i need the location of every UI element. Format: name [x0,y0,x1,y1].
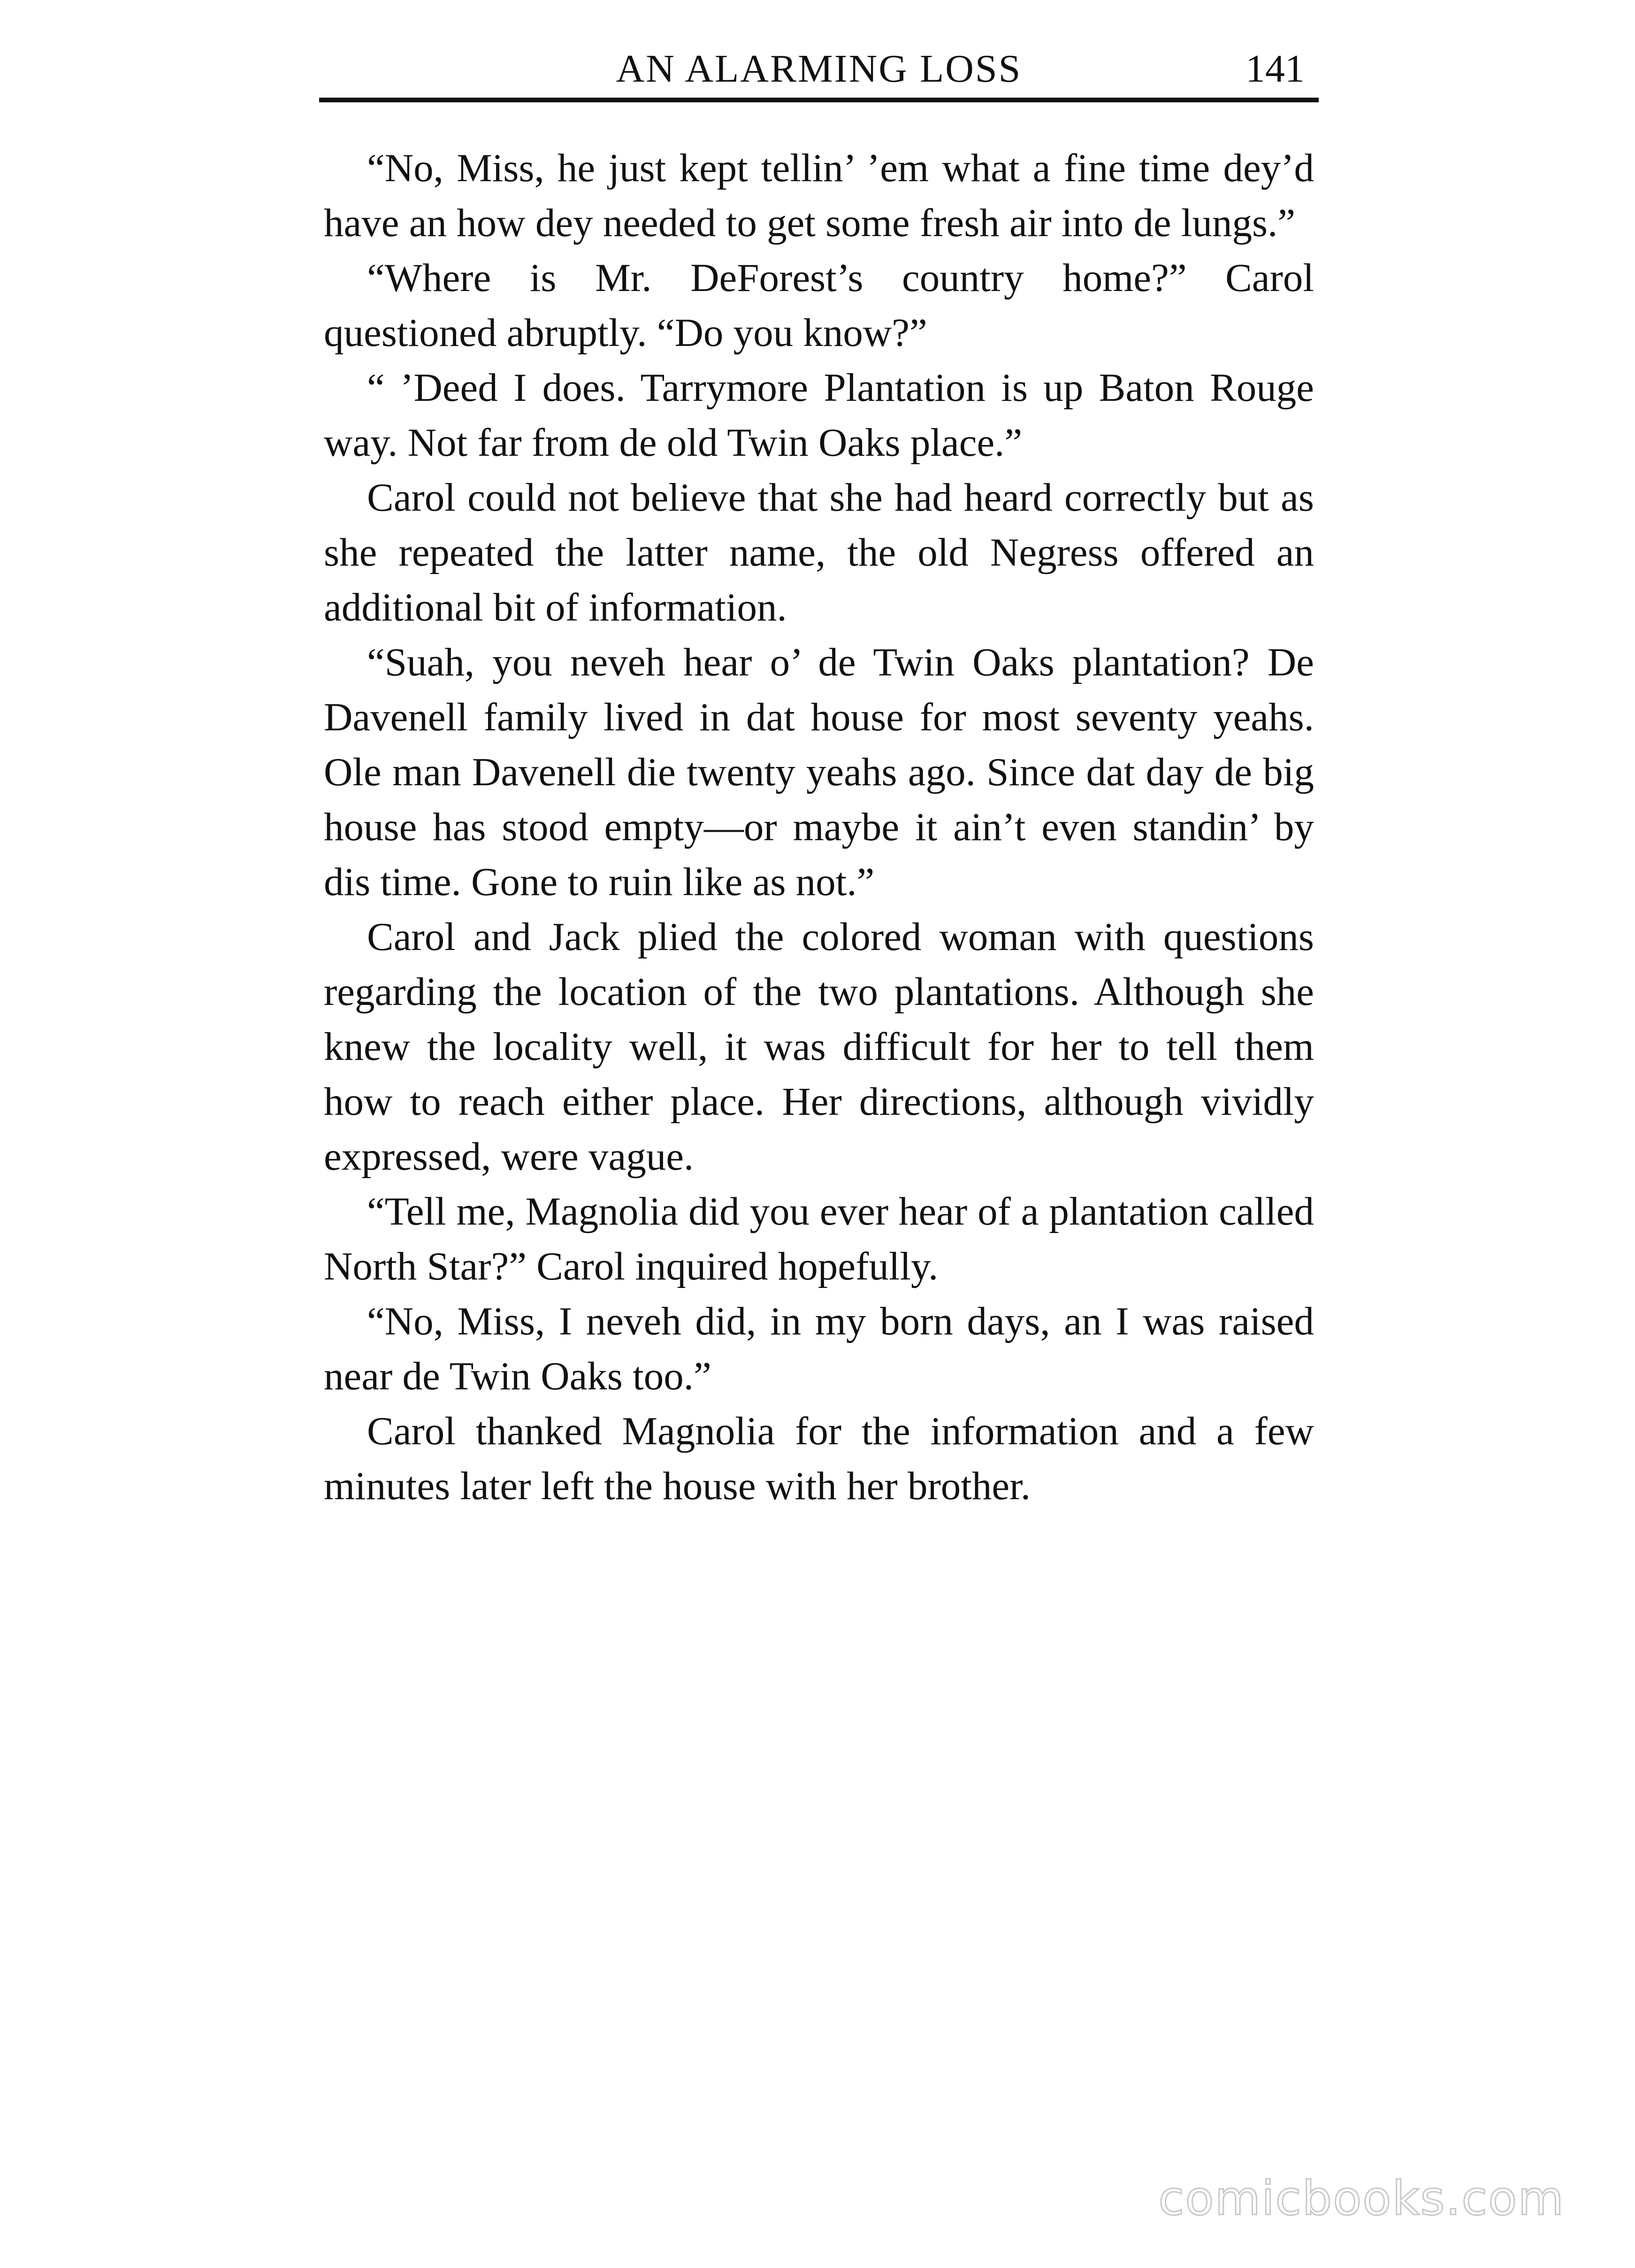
paragraph: “No, Miss, he just kept tellin’ ’em what a fine time dey’d have an how dey needed to get some fresh air into de lungs.” [324,146,1314,245]
paragraph: “Suah, you neveh hear o’ de Twin Oaks plantation? De Davenell family lived in dat house for most seventy yeahs. Ole man Davenell die twenty yeahs ago. Since dat day de big house has stood empty—or maybe it ain’t even standin’ by dis time. Gone to ruin like as not.” [324,640,1314,904]
paragraph: Carol and Jack plied the colored woman with questions regarding the location of the two plantations. Although she knew the locality well, it was difficult for her to tell them how to reach either place. Her directions, although vividly expressed, were vague. [324,915,1314,1179]
paragraph: Carol thanked Magnolia for the information and a few minutes later left the house with her brother. [324,1409,1314,1508]
paragraph: “No, Miss, I neveh did, in my born days, an I was raised near de Twin Oaks too.” [324,1299,1314,1398]
page-number: 141 [1245,47,1305,91]
page-header [319,43,1319,95]
body-text [324,141,1314,1514]
paragraph: “ ’Deed I does. Tarrymore Plantation is up Baton Rouge way. Not far from de old Twin Oaks place.” [324,366,1314,465]
running-title: AN ALARMING LOSS [616,47,1022,91]
paragraph: “Where is Mr. DeForest’s country home?” Carol questioned abruptly. “Do you know?” [324,256,1314,355]
site-watermark: comicbooks.com [1158,2171,1565,2226]
header-rule [319,98,1319,102]
paragraph: “Tell me, Magnolia did you ever hear of a plantation called North Star?” Carol inquired hopefully. [324,1189,1314,1288]
paragraph: Carol could not believe that she had heard correctly but as she repeated the latter name, the old Negress offered an additional bit of information. [324,475,1314,629]
